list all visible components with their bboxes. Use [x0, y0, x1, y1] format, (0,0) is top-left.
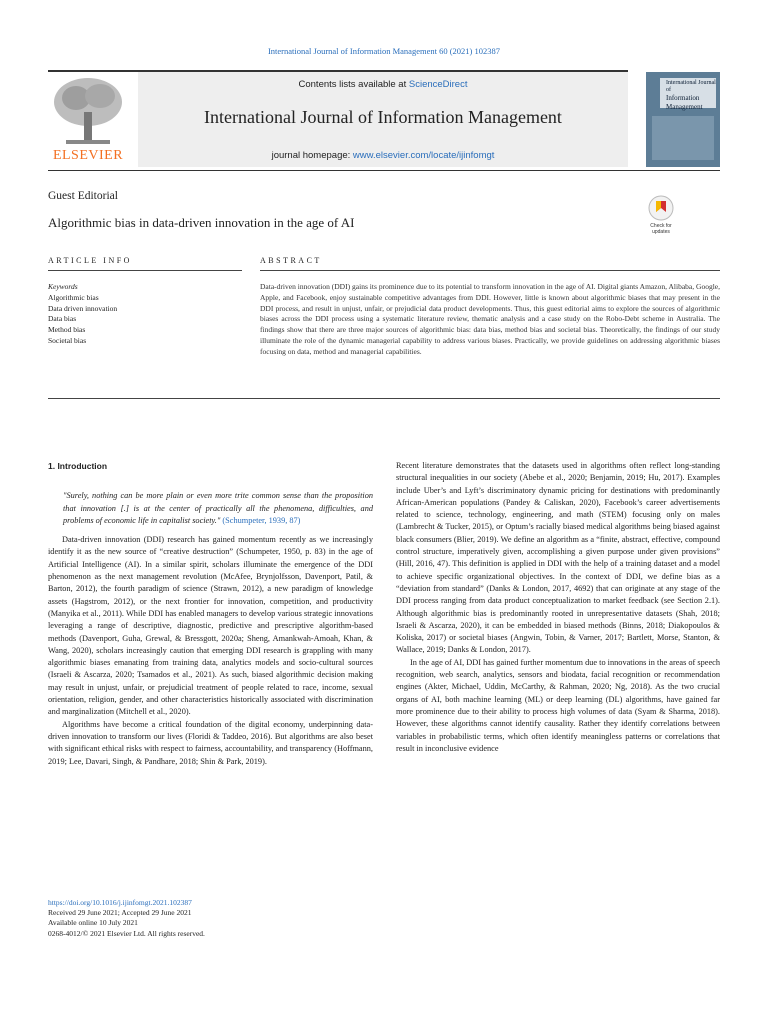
homepage-prefix: journal homepage:: [271, 150, 353, 161]
left-column: [48, 460, 373, 768]
intro-paragraph-2: Algorithms have become a critical foundation of the digital economy, underpinning data-driven innovation to transform our lives (Floridi & Taddeo, 2016). But algorithms are also beset with significant ethical risks with respect to fairness, accountability, and transparency (Hoffmann, 2019; Lee, Davari, Singh, & Pandhare, 2018; Shin & Park, 2019).: [48, 719, 373, 766]
abstract-rule: [260, 270, 720, 271]
journal-reference[interactable]: International Journal of Information Management 60 (2021) 102387: [267, 46, 501, 56]
keyword-item: Data bias: [48, 314, 77, 324]
received-date: Received 29 June 2021; Accepted 29 June 2021: [48, 908, 192, 918]
epigraph-citation[interactable]: (Schumpeter, 1939, 87): [222, 515, 301, 525]
section-heading-introduction: 1. Introduction: [48, 461, 108, 471]
journal-title: International Journal of Information Management: [204, 107, 562, 127]
epigraph-quote: [48, 490, 373, 527]
abstract-bottom-rule: [48, 398, 720, 399]
keywords-label: Keywords: [48, 282, 78, 291]
check-for-updates-label[interactable]: Check for updates: [650, 223, 672, 235]
intro-paragraph-1: Data-driven innovation (DDI) research has gained momentum recently as we increasingly identify it as the new source of “creative destruction” (Schumpeter, 1950, p. 83) in the age of Artificial Intelligence (AI). In a similar spirit, scholars illuminate the emergence of the DDI phenomenon as the next management revolution (McAfee, Brynjolfsson, Davenport, Patil, & Barton, 2012), the fourth paradigm of science (Strawn, 2012), a new paradigm of knowledge assets (Hagstrom, 2012), or the next frontier for innovation, competition, and productivity (Manyika et al., 2011). While DDI has enabled managers to develop various strategic innovations leveraging a range of descriptive, diagnostic, predictive and prescriptive algorithm-based methods (Davenport, Guha, Grewal, & Bressgott, 2020a; Sheng, Amankwah-Amoah, Khan, & Wang, 2020), scholars increasingly caution that emerging DDI research is grappling with many algorithmic biases emanating from training data, analytics models and socio-cultural sources (Israeli & Ascarza, 2020; Tsamados et al., 2021). As such, biased algorithmic decision making may result in unjust, unfair, or prejudicial treatment of people related to race, income, sexual orientation, religion, gender, and other characteristics historically associated with discrimination and marginalization (Mitchell et al., 2020).: [48, 535, 373, 717]
publisher-wordmark: ELSEVIER: [52, 148, 124, 163]
keywords-block: [48, 282, 242, 347]
abstract-heading: ABSTRACT: [260, 256, 322, 265]
epigraph-text: "Surely, nothing can be more plain or even more trite common sense than the proposition that innovation [.] is at the center of practically all the phenomena, difficulties, and problems of economic life in capitalist society.": [63, 491, 373, 525]
cover-main-title: Information Management: [666, 94, 703, 111]
keyword-item: Data driven innovation: [48, 303, 118, 313]
article-info-heading: ARTICLE INFO: [48, 256, 132, 265]
cover-title: [666, 80, 718, 111]
keyword-item: Algorithmic bias: [48, 292, 99, 302]
article-footer: [48, 898, 378, 939]
copyright-notice: 0268-4012/© 2021 Elsevier Ltd. All rights reserved.: [48, 928, 205, 938]
homepage-link[interactable]: www.elsevier.com/locate/ijinfomgt: [352, 150, 495, 161]
contents-prefix: Contents lists available at: [298, 79, 409, 90]
right-column: [396, 460, 720, 755]
keyword-item: Societal bias: [48, 335, 87, 345]
intro-paragraph-4: In the age of AI, DDI has gained further momentum due to innovations in the areas of speech recognition, web search, analytics, sensors and biodata, facial recognition or recommendation engines (Akter, Michael, Uddin, McCarthy, & Rahman, 2020; Ng, 2018). As the two crucial organs of AI, both machine learning (ML) or deep learning (DL) algorithms, have gained far more prominence due to their ability to process high volumes of data (Syam & Sharma, 2018). However, these algorithms cannot identify causality. Rather they identify correlations between variables in probabilistic terms, which often identify meaningless patterns or correlations that result in inconclusive evidence: [396, 657, 720, 753]
doi-link[interactable]: https://doi.org/10.1016/j.ijinfomgt.2021.102387: [48, 898, 192, 907]
intro-paragraph-3: Recent literature demonstrates that the datasets used in algorithms often reflect long-standing structural inequalities in our society (Abebe et al., 2020; Benjamin, 2019; Hu, 2017). Examples include Uber’s and Lyft’s discriminatory dynamic pricing for destinations with predominantly African-American populations (Pandey & Caliskan, 2020), Facebook’s career advertisements related to science, technology, engineering, and math (STEM) focusing only on males (Lambrecht & Tucker, 2015), or Optum’s racially biased medical algorithms being biased against black consumers (Blier, 2019). We define an algorithm as a “finite, abstract, effective, compound control structure, imperatively given, accomplishing a given purpose under given provisions” (Hill, 2016, 47). This definition is applied in DDI with the help of a training dataset and a model to achieve specific organizational objectives. In the context of DDI, we define bias as a “deviation from standard” (Danks & London, 2017, 4692) that can originate at any stage of the DDI process ranging from data product conceptualization to market feedback (see Section 2.1). Although algorithmic bias is predominantly rooted in unrepresentative datasets (Shah, 2018; Israeli & Ascarza, 2020), it can be embedded in biased methods (Binns, 2018; Diakopoulos & Koliska, 2017) or societal biases (Angwin, Tobin, & Varner, 2017; Bartlett, Morse, Stanton, & Wallace, 2019; Danks & London, 2017).: [396, 461, 720, 655]
abstract-text: Data-driven innovation (DDI) gains its prominence due to its potential to transform innovation in the age of AI. Digital giants Amazon, Alibaba, Google, Apple, and Facebook, enjoy sustainable competitive advantages from DDI. However, little is known about algorithmic biases that may present in the DDI process, and result in unjust, unfair, or prejudicial data product developments. Thus, this guest editorial aims to explore the sources of algorithmic biases across the DDI process using a systematic literature review, thematic analysis and a case study on the Robo-Debt scheme in Australia. The findings show that there are three major sources of algorithmic bias: data bias, method bias and societal bias. Theoretically, the findings of our study illuminate the role of the dynamic managerial capability to address various biases. Practically, we provide guidelines on addressing algorithmic biases focusing on data, method and managerial capabilities.: [260, 282, 720, 356]
header-bottom-rule: [48, 170, 720, 171]
keyword-item: Method bias: [48, 325, 86, 335]
sciencedirect-link[interactable]: ScienceDirect: [408, 79, 468, 90]
journal-homepage-line: [138, 150, 628, 161]
article-info-rule: [48, 270, 242, 271]
online-date: Available online 10 July 2021: [48, 918, 138, 928]
cover-subtitle: International Journal of: [666, 80, 716, 94]
article-title: Algorithmic bias in data-driven innovation in the age of AI: [48, 215, 355, 230]
article-type-label: Guest Editorial: [48, 190, 118, 202]
contents-line: [138, 79, 628, 90]
